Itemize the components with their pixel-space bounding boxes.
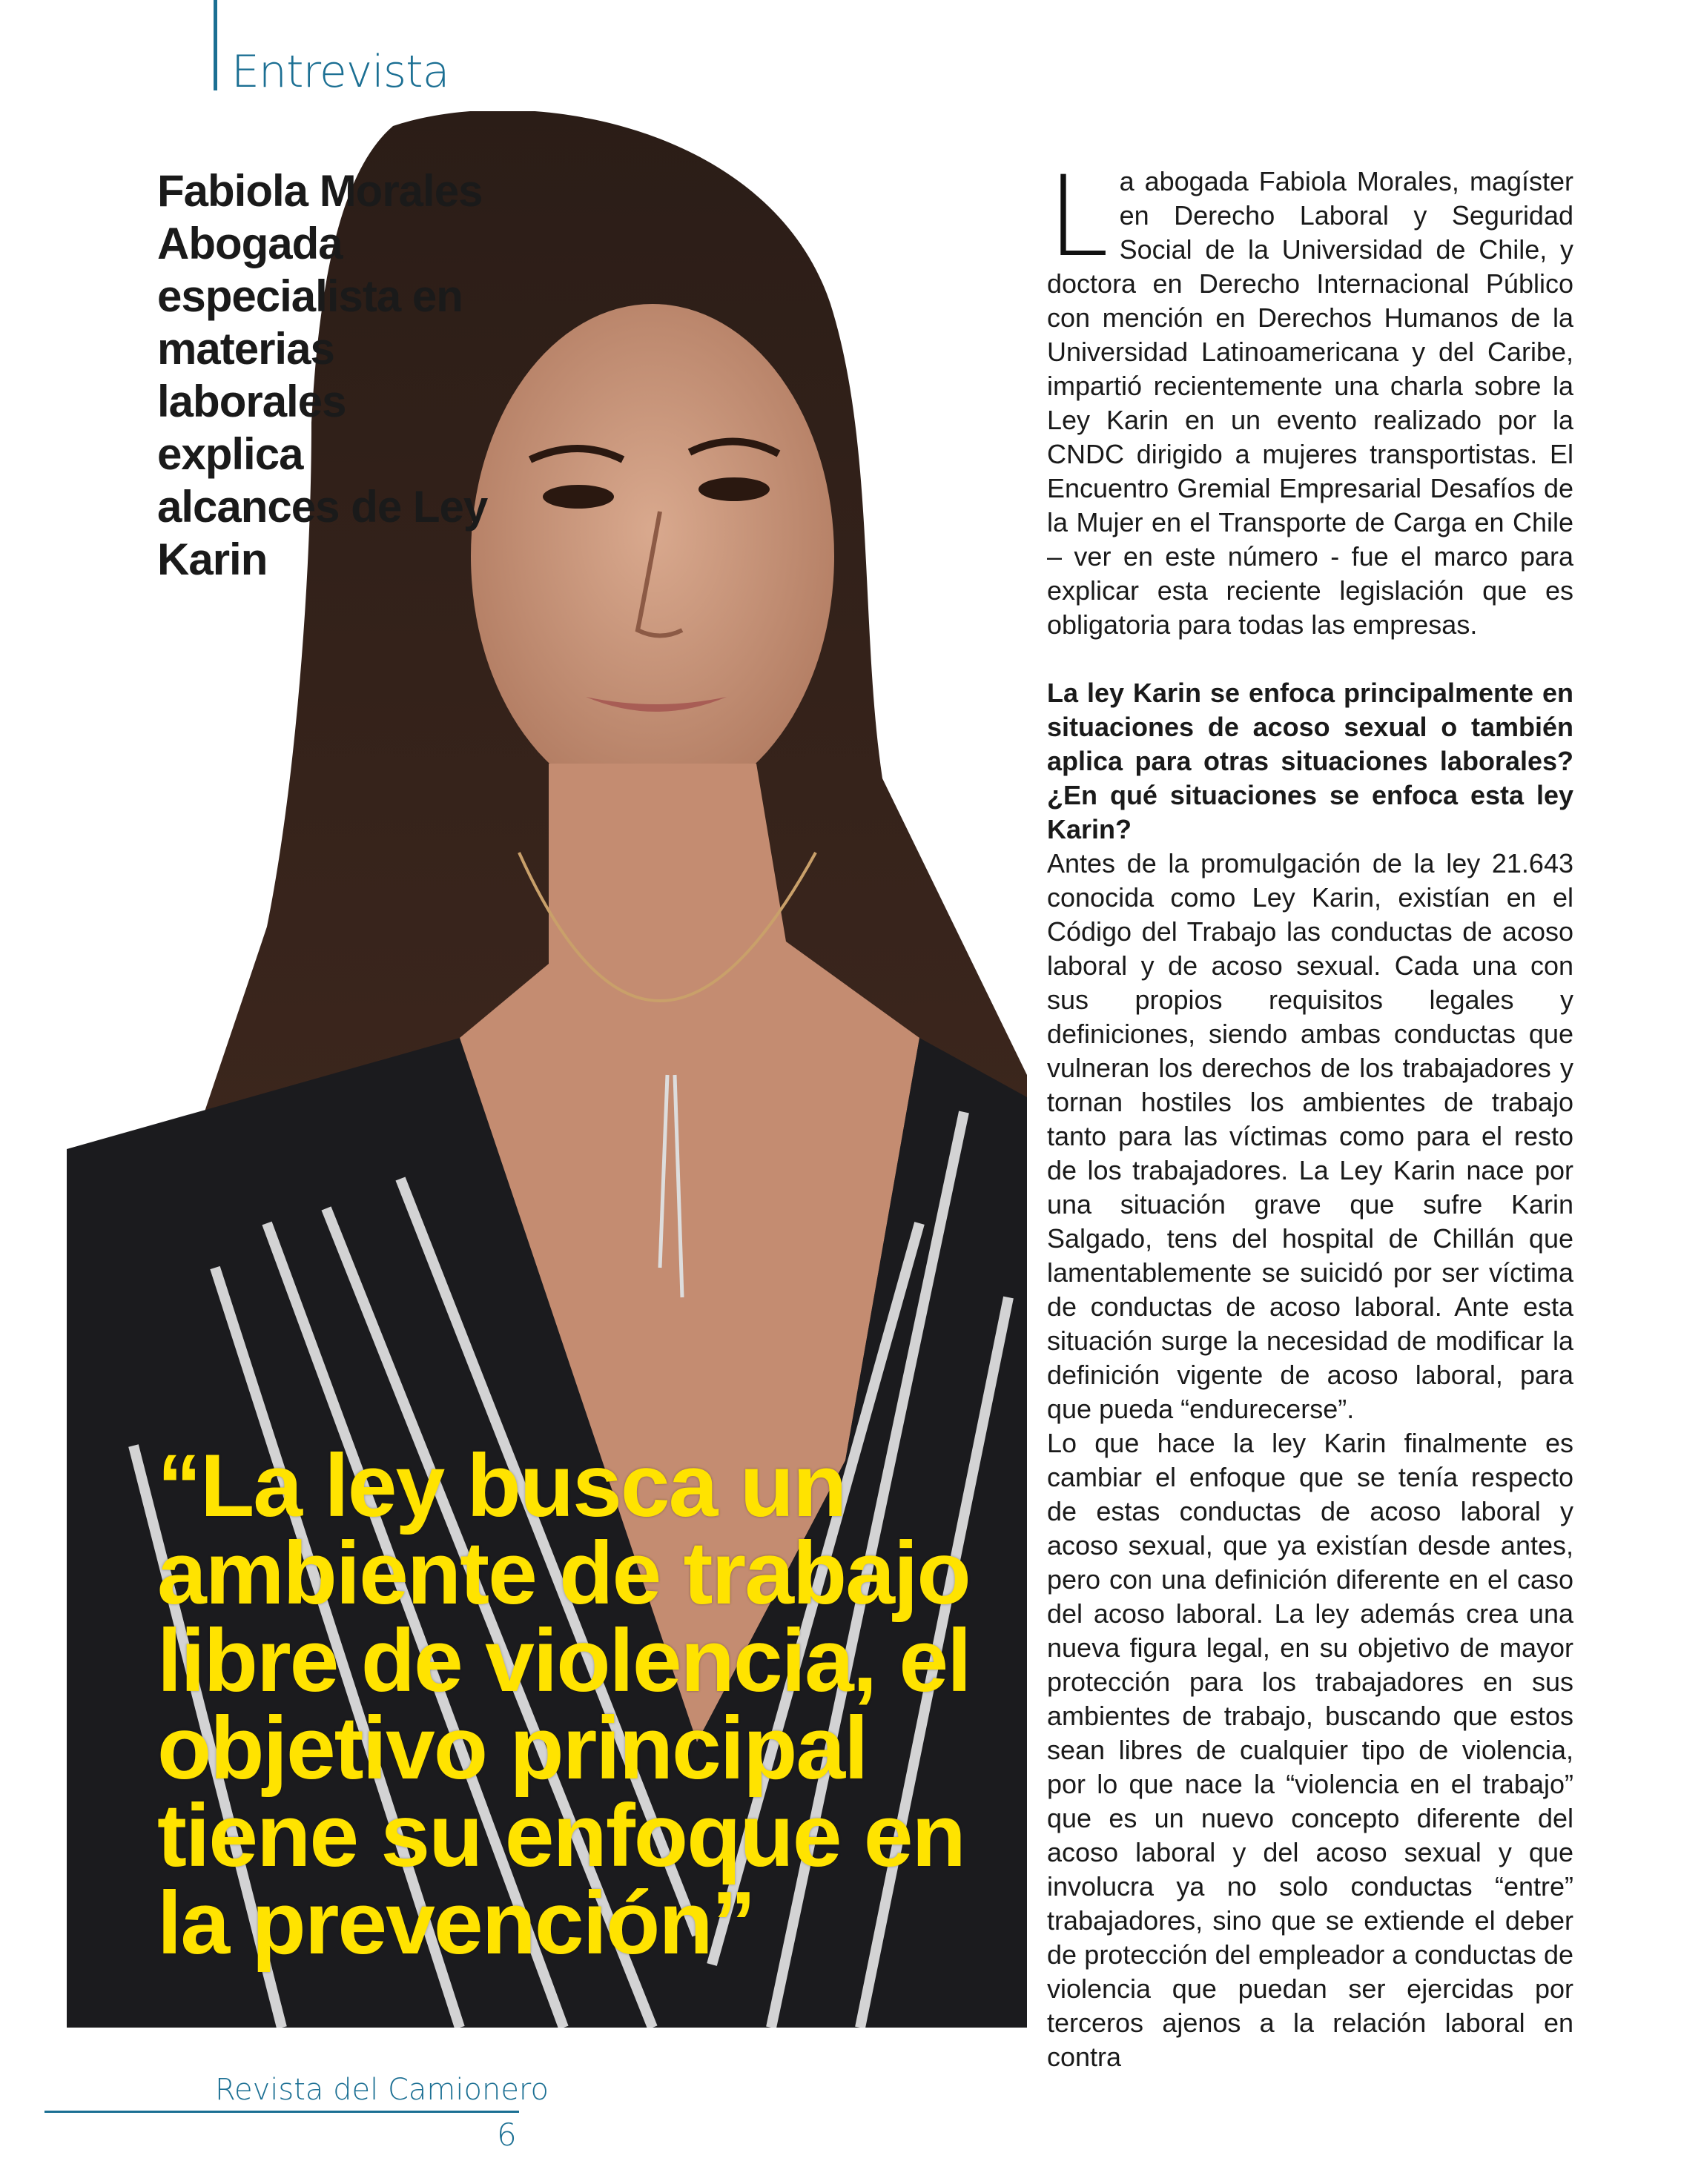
answer-paragraph-2: Lo que hace la ley Karin finalmente es cambiar el enfoque que se tenía respecto de estas conductas de acoso laboral y acoso sexual, que ya existían desde antes, pero con una definición diferente en el caso del acoso laboral. La ley además crea una nueva figura legal, en su objetivo de mayor protección para los trabajadores en sus ambientes de trabajo, buscando que estos sean libres de cualquier tipo de violencia, por lo que nace la “violencia en el trabajo” que es un nuevo concepto diferente del acoso laboral y del acoso sexual y que involucra ya no solo conductas “entre” trabajadores, sino que se extiende el deber de protección del empleador a conductas de violencia que puedan ser ejercidas por terceros ajenos a la relación laboral en contra <box>1047 1428 1573 2072</box>
section-bar <box>214 0 217 90</box>
answer-paragraph-1: Antes de la promulgación de la ley 21.643 conocida como Ley Karin, existían en el Código del Trabajo las conductas de acoso laboral y de acoso sexual. Cada una con sus propios requisitos legales y definiciones, siendo ambas conductas que vulneran los derechos de los trabajadores y tornan hostiles los ambientes de trabajo tanto para las víctimas como para el resto de los trabajadores. La Ley Karin nace por una situación grave que sufre Karin Salgado, tens del hospital de Chillán que lamentablemente se suicidó por ser víctima de conductas de acoso laboral. Ante esta situación surge la necesidad de modificar la definición vigente de acoso laboral, para que pueda “endurecerse”. <box>1047 848 1573 1424</box>
article-headline: Fabiola Morales Abogada especialista en materias laborales explica alcances de Ley Karin <box>157 166 488 584</box>
intro-paragraph <box>1047 153 1573 642</box>
interview-question: La ley Karin se enfoca principalmente en situaciones de acoso sexual o también aplica para otras situaciones laborales? ¿En qué situaciones se enfoca esta ley Karin? <box>1047 678 1573 844</box>
intro-text: a abogada Fabiola Morales, magíster en Derecho Laboral y Seguridad Social de la Universidad de Chile, y doctora en Derecho Internacional Público con mención en Derechos Humanos de la Universidad Latinoamericana y del Caribe, impartió recientemente una charla sobre la Ley Karin en un evento realizado por la CNDC dirigido a mujeres transportistas. El Encuentro Gremial Empresarial Desafíos de la Mujer en el Transporte de Carga en Chile – ver en este número - fue el marco para explicar esta reciente legislación que es obligatoria para todas las empresas. <box>1047 166 1573 640</box>
page-number: 6 <box>497 2117 517 2153</box>
magazine-name: Revista del Camionero <box>215 2073 549 2107</box>
drop-cap: L <box>1047 153 1109 282</box>
pull-quote: “La ley busca un ambiente de trabajo libre de violencia, el objetivo principal tiene su enfoque en la prevención” <box>157 1436 971 1973</box>
article-body <box>1047 153 1573 2074</box>
section-label: Entrevista <box>231 46 449 98</box>
footer-divider <box>44 2111 519 2113</box>
